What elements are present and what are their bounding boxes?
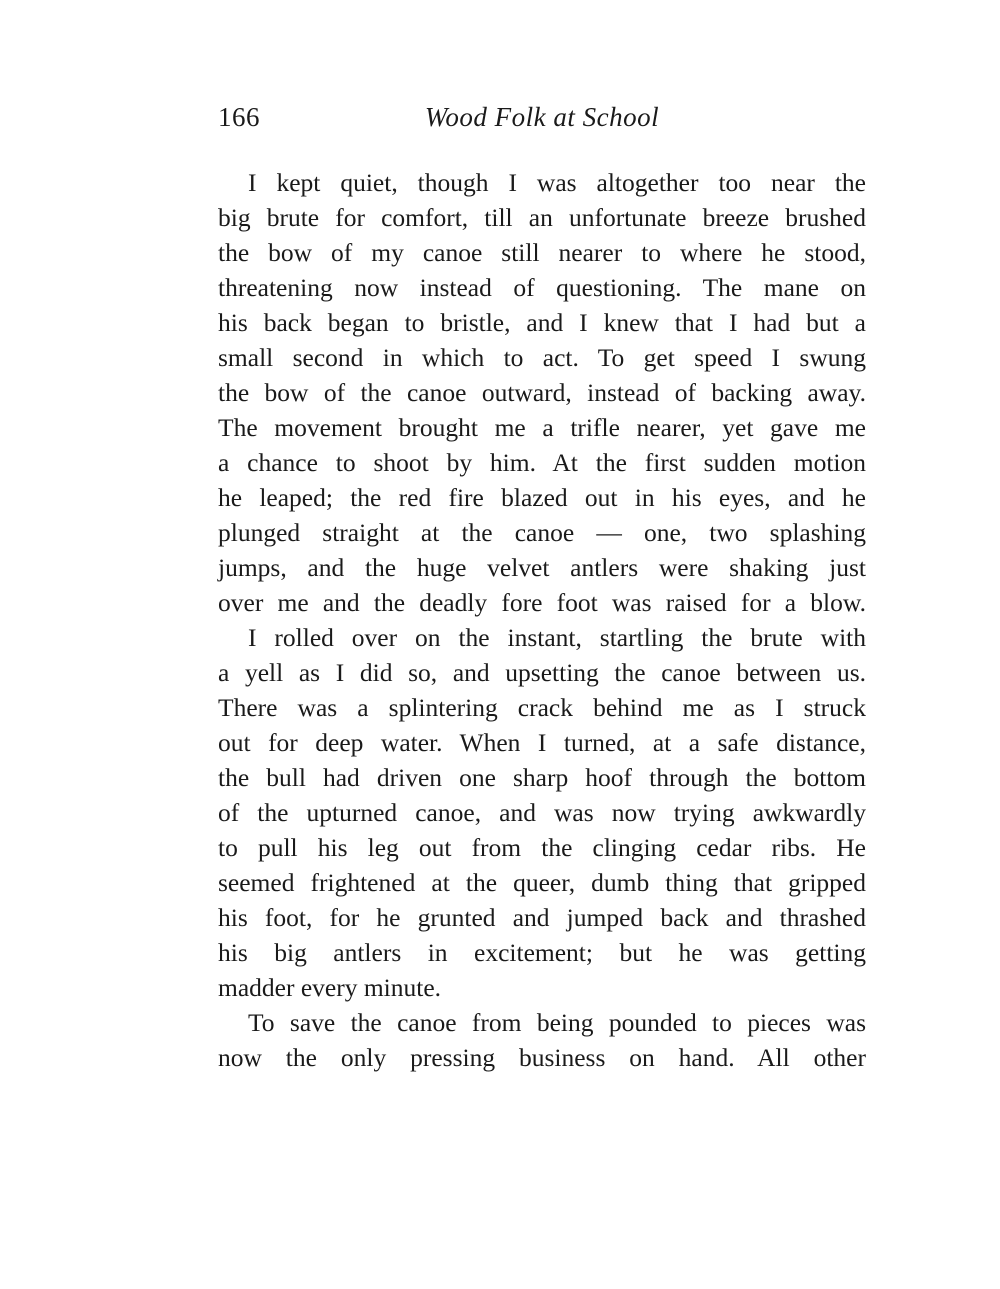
text-line: now the only pressing business on hand. All other xyxy=(218,1043,866,1072)
text-line: seemed frightened at the queer, dumb thing that gripped xyxy=(218,868,866,897)
body-text xyxy=(218,165,866,1075)
text-line: There was a splintering crack behind me as I struck xyxy=(218,693,866,722)
text-line: big brute for comfort, till an unfortunate breeze brushed xyxy=(218,203,866,232)
text-line: To save the canoe from being pounded to pieces was xyxy=(248,1008,866,1037)
text-line: to pull his leg out from the clinging cedar ribs. He xyxy=(218,833,866,862)
text-line: his foot, for he grunted and jumped back and thrashed xyxy=(218,903,866,932)
text-line: the bow of my canoe still nearer to where he stood, xyxy=(218,238,866,267)
text-line: jumps, and the huge velvet antlers were shaking just xyxy=(218,553,866,582)
text-line: a yell as I did so, and upsetting the canoe between us. xyxy=(218,658,866,687)
text-line: of the upturned canoe, and was now trying awkwardly xyxy=(218,798,866,827)
text-line: the bull had driven one sharp hoof through the bottom xyxy=(218,763,866,792)
paragraph-1 xyxy=(218,165,866,620)
text-line: small second in which to act. To get speed I swung xyxy=(218,343,866,372)
text-line: I kept quiet, though I was altogether too near the xyxy=(248,168,866,197)
text-line: his big antlers in excitement; but he was getting xyxy=(218,938,866,967)
text-line: he leaped; the red fire blazed out in his eyes, and he xyxy=(218,483,866,512)
text-line: the bow of the canoe outward, instead of backing away. xyxy=(218,378,866,407)
text-line: The movement brought me a trifle nearer, yet gave me xyxy=(218,413,866,442)
text-line: his back began to bristle, and I knew that I had but a xyxy=(218,308,866,337)
text-line: a chance to shoot by him. At the first sudden motion xyxy=(218,448,866,477)
text-line: I rolled over on the instant, startling the brute with xyxy=(248,623,866,652)
text-line: out for deep water. When I turned, at a safe distance, xyxy=(218,728,866,757)
paragraph-3 xyxy=(218,1005,866,1075)
page-header xyxy=(218,102,866,138)
paragraph-2 xyxy=(218,620,866,1005)
text-line: threatening now instead of questioning. The mane on xyxy=(218,273,866,302)
text-line: over me and the deadly fore foot was raised for a blow. xyxy=(218,588,866,617)
page-number: 166 xyxy=(218,102,260,132)
text-line: madder every minute. xyxy=(218,973,442,1002)
text-line: plunged straight at the canoe — one, two splashing xyxy=(218,518,866,547)
running-title: Wood Folk at School xyxy=(424,102,660,132)
